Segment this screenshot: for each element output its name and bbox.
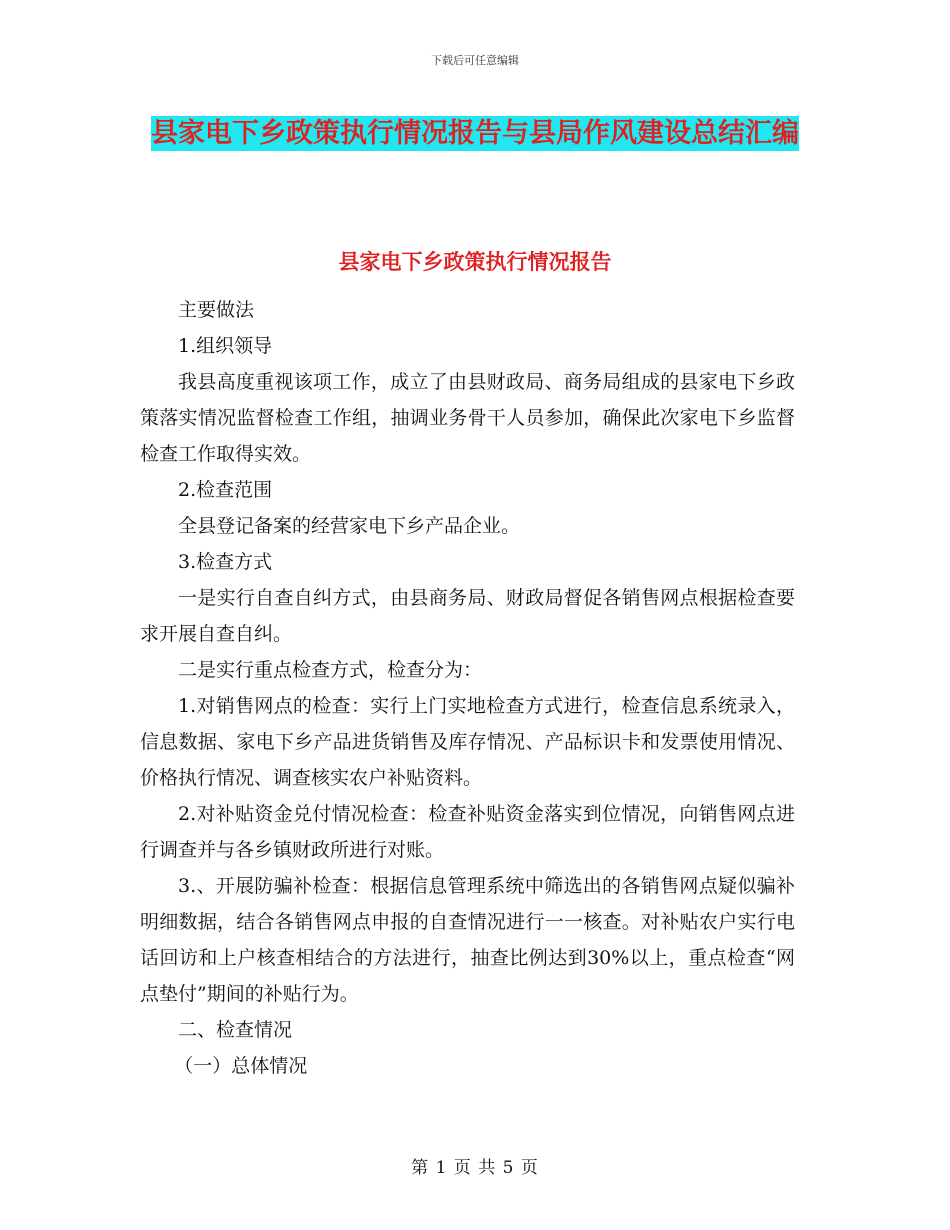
paragraph-heading-method: 3.检查方式 xyxy=(178,551,273,573)
paragraph-heading-overall: （一）总体情况 xyxy=(174,1055,308,1077)
paragraph-heading-inspection-status: 二、检查情况 xyxy=(178,1019,293,1041)
paragraph-heading-main-practices: 主要做法 xyxy=(178,299,255,321)
paragraph-outlet-inspection: 1.对销售网点的检查：实行上门实地检查方式进行，检查信息系统录入，信息数据、家电下乡产品进货销售及库存情况、产品标识卡和发票使用情况、价格执行情况、调查核实农户补贴资料。 xyxy=(140,695,795,789)
paragraph-heading-organization: 1.组织领导 xyxy=(178,335,273,357)
page-footer: 第 1 页 共 5 页 xyxy=(411,1158,539,1178)
paragraph-anti-fraud: 3.、开展防骗补检查：根据信息管理系统中筛选出的各销售网点疑似骗补明细数据，结合各销售网点申报的自查情况进行一一核查。对补贴农户实行电话回访和上户核查相结合的方法进行，抽查比例达到30%以上，重点检查“网点垫付”期间的补贴行为。 xyxy=(140,875,795,1005)
paragraph-key-inspection: 二是实行重点检查方式，检查分为： xyxy=(178,659,483,681)
paragraph-self-inspection: 一是实行自查自纠方式，由县商务局、财政局督促各销售网点根据检查要求开展自查自纠。 xyxy=(140,587,795,645)
header-note: 下载后可任意编辑 xyxy=(431,54,519,67)
paragraph-scope: 全县登记备案的经营家电下乡产品企业。 xyxy=(178,515,521,537)
paragraph-organization: 我县高度重视该项工作，成立了由县财政局、商务局组成的县家电下乡政策落实情况监督检查工作组，抽调业务骨干人员参加，确保此次家电下乡监督检查工作取得实效。 xyxy=(140,371,795,465)
paragraph-subsidy-inspection: 2.对补贴资金兑付情况检查：检查补贴资金落实到位情况，向销售网点进行调查并与各乡镇财政所进行对账。 xyxy=(140,803,795,861)
paragraph-heading-scope: 2.检查范围 xyxy=(178,479,273,501)
main-title-text: 县家电下乡政策执行情况报告与县局作风建设总结汇编 xyxy=(151,118,799,149)
document-main-title xyxy=(140,108,810,160)
document-body xyxy=(140,292,795,1084)
section-title: 县家电下乡政策执行情况报告 xyxy=(338,250,612,274)
